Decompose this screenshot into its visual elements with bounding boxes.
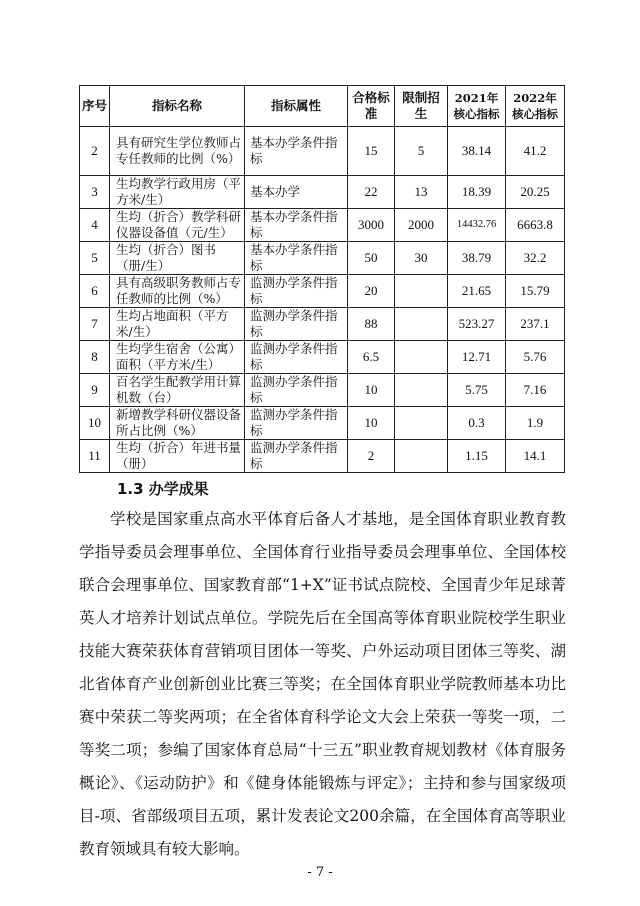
cell-enrollment-limit [395, 374, 448, 407]
cell-2021-core: 38.79 [448, 242, 506, 275]
cell-2022-core: 7.16 [506, 374, 565, 407]
cell-qualified-standard: 15 [348, 127, 395, 176]
cell-indicator-attribute: 监测办学条件指标 [245, 308, 348, 341]
table-row [80, 209, 565, 242]
cell-enrollment-limit: 13 [395, 176, 448, 209]
header-2022-core: 2022年核心指标 [506, 86, 565, 127]
section-paragraph: 学校是国家重点高水平体育后备人才基地，是全国体育职业教育教学指导委员会理事单位、全国体育行业指导委员会理事单位、全国体校联合会理事单位、国家教育部“1+X”证书试点院校、全国青少年足球菁英人才培养计划试点单位。学院先后在全国高等体育职业院校学生职业技能大赛荣获体育营销项目团体一等奖、户外运动项目团体三等奖、湖北省体育产业创新创业比赛三等奖；在全国体育职业学院教师基本功比赛中荣获二等奖两项；在全省体育科学论文大会上荣获一等奖一项，二等奖二项；参编了国家体育总局“十三五”职业教育规划教材《体育服务概论》、《运动防护》和《健身体能锻炼与评定》；主持和参与国家级项目-项、省部级项目五项，累计发表论文200余篇，在全国体育高等职业教育领域具有较大影响。 [79, 510, 566, 858]
cell-enrollment-limit: 2000 [395, 209, 448, 242]
cell-qualified-standard: 3000 [348, 209, 395, 242]
cell-enrollment-limit [395, 275, 448, 308]
cell-index: 9 [80, 374, 110, 407]
cell-2021-core: 523.27 [448, 308, 506, 341]
cell-indicator-name: 生均（折合）教学科研仪器设备值（元/生） [110, 209, 245, 242]
cell-indicator-name: 生均（折合）图书（册/生） [110, 242, 245, 275]
cell-2022-core: 32.2 [506, 242, 565, 275]
cell-2021-core: 1.15 [448, 440, 506, 473]
cell-indicator-attribute: 监测办学条件指标 [245, 440, 348, 473]
section-heading: 1.3 办学成果 [117, 480, 209, 498]
cell-indicator-name: 百名学生配教学用计算机数（台） [110, 374, 245, 407]
table-header-row [80, 86, 565, 127]
cell-2021-core: 5.75 [448, 374, 506, 407]
cell-indicator-attribute: 基本办学条件指标 [245, 242, 348, 275]
cell-2022-core: 41.2 [506, 127, 565, 176]
cell-index: 8 [80, 341, 110, 374]
cell-2022-core: 15.79 [506, 275, 565, 308]
table-body [80, 127, 565, 473]
cell-index: 6 [80, 275, 110, 308]
table-row [80, 407, 565, 440]
indicator-table [79, 85, 565, 473]
header-2021-core: 2021年核心指标 [448, 86, 506, 127]
cell-index: 4 [80, 209, 110, 242]
cell-qualified-standard: 6.5 [348, 341, 395, 374]
cell-indicator-attribute: 监测办学条件指标 [245, 407, 348, 440]
cell-2021-core: 0.3 [448, 407, 506, 440]
cell-2021-core: 12.71 [448, 341, 506, 374]
cell-index: 7 [80, 308, 110, 341]
cell-2021-core: 21.65 [448, 275, 506, 308]
cell-2021-core: 18.39 [448, 176, 506, 209]
cell-qualified-standard: 20 [348, 275, 395, 308]
cell-indicator-attribute: 监测办学条件指标 [245, 341, 348, 374]
cell-indicator-name: 生均（折合）年进书量（册） [110, 440, 245, 473]
cell-qualified-standard: 2 [348, 440, 395, 473]
cell-index: 10 [80, 407, 110, 440]
table-row [80, 275, 565, 308]
cell-index: 2 [80, 127, 110, 176]
cell-2021-core: 14432.76 [448, 209, 506, 242]
cell-indicator-name: 具有研究生学位教师占专任教师的比例（%） [110, 127, 245, 176]
cell-index: 3 [80, 176, 110, 209]
table-row [80, 341, 565, 374]
cell-2022-core: 237.1 [506, 308, 565, 341]
cell-index: 11 [80, 440, 110, 473]
cell-qualified-standard: 10 [348, 407, 395, 440]
table-row [80, 176, 565, 209]
cell-indicator-attribute: 基本办学条件指标 [245, 209, 348, 242]
table-row [80, 308, 565, 341]
header-indicator-attribute: 指标属性 [245, 86, 348, 127]
cell-indicator-name: 生均占地面积（平方米/生） [110, 308, 245, 341]
cell-enrollment-limit: 5 [395, 127, 448, 176]
cell-indicator-attribute: 监测办学条件指标 [245, 374, 348, 407]
cell-qualified-standard: 88 [348, 308, 395, 341]
header-index: 序号 [80, 86, 110, 127]
cell-2022-core: 14.1 [506, 440, 565, 473]
cell-indicator-attribute: 基本办学条件指标 [245, 127, 348, 176]
table-row [80, 127, 565, 176]
cell-qualified-standard: 50 [348, 242, 395, 275]
cell-2022-core: 6663.8 [506, 209, 565, 242]
cell-enrollment-limit [395, 308, 448, 341]
header-indicator-name: 指标名称 [110, 86, 245, 127]
table-row [80, 440, 565, 473]
page-number: - 7 - [307, 865, 333, 880]
table-row [80, 242, 565, 275]
cell-enrollment-limit [395, 341, 448, 374]
cell-indicator-name: 生均教学行政用房（平方米/生） [110, 176, 245, 209]
cell-indicator-attribute: 基本办学 [245, 176, 348, 209]
cell-index: 5 [80, 242, 110, 275]
cell-enrollment-limit [395, 407, 448, 440]
cell-2021-core: 38.14 [448, 127, 506, 176]
cell-indicator-name: 具有高级职务教师占专任教师的比例（%） [110, 275, 245, 308]
cell-2022-core: 5.76 [506, 341, 565, 374]
cell-indicator-name: 新增教学科研仪器设备所占比例（%） [110, 407, 245, 440]
cell-enrollment-limit [395, 440, 448, 473]
cell-qualified-standard: 10 [348, 374, 395, 407]
cell-qualified-standard: 22 [348, 176, 395, 209]
cell-indicator-name: 生均学生宿舍（公寓）面积（平方米/生） [110, 341, 245, 374]
table-row [80, 374, 565, 407]
cell-enrollment-limit: 30 [395, 242, 448, 275]
cell-2022-core: 1.9 [506, 407, 565, 440]
cell-2022-core: 20.25 [506, 176, 565, 209]
header-qualified-standard: 合格标准 [348, 86, 395, 127]
cell-indicator-attribute: 监测办学条件指标 [245, 275, 348, 308]
header-enrollment-limit: 限制招生 [395, 86, 448, 127]
